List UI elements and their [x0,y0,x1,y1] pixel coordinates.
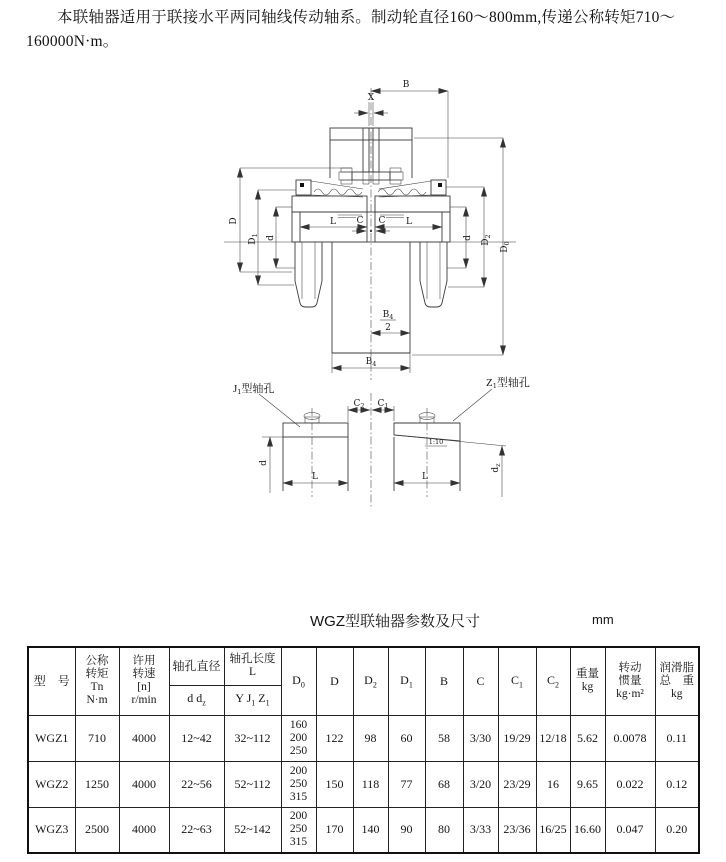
coupling-drawing [0,75,726,520]
parameter-table-wrap [27,646,700,854]
col-header-torque: 公称 转矩 Tn N·m [75,647,119,715]
unit-label: mm [592,612,614,627]
dim-label-C2: $C_2$ [353,399,365,410]
dim-label-B4: $B_4$ [365,357,377,368]
cell-model: WGZ3 [28,807,75,853]
col-header-bore-diameter: 轴孔直径 [169,647,224,685]
dim-label-B4-den: 2 [385,323,391,333]
col-header-C1: $C_1$ [498,647,536,715]
dim-label-D: D [229,217,239,225]
cell-model: WGZ1 [28,715,75,761]
label-Z1-bore: Z1型轴孔 [486,377,530,390]
table-row: WGZ3 2500 4000 22~63 52~142 200 250 315 170 140 90 80 3/33 23/36 16/25 16.60 0.047 0.20 [28,807,699,853]
dim-label-L-Z1: L [422,472,428,482]
dim-label-d-right: d [463,235,473,241]
cell-model: WGZ2 [28,761,75,807]
table-row: WGZ2 1250 4000 22~56 52~112 200 250 315 150 118 77 68 3/20 23/29 16 9.65 0.022 0.12 [28,761,699,807]
col-header-model: 型 号 [28,647,75,715]
subheader-d-dz: d $d_z$ [169,685,224,715]
dim-label-L-J1: L [312,472,318,482]
dim-label-dz: $d_z$ [491,463,502,473]
col-header-weight: 重量 kg [570,647,605,715]
parameter-table [27,646,700,854]
dim-label-d-detail: d [259,460,269,466]
dim-label-D0: $D_0$ [500,241,511,253]
col-header-C: C [463,647,498,715]
col-header-D0: $D_0$ [281,647,316,715]
col-header-D1: $D_1$ [388,647,425,715]
detail-J1-bore [233,381,348,493]
col-header-D: D [316,647,353,715]
dim-label-D1: $D_1$ [248,233,259,245]
dim-label-B4-half: $B_4$ [382,310,394,321]
col-header-D2: $D_2$ [353,647,388,715]
table-row: WGZ1 710 4000 12~42 32~112 160 200 250 122 98 60 58 3/30 19/29 12/18 5.62 0.0078 0.11 [28,715,699,761]
detail-Z1-bore [394,375,530,497]
centerlines [224,88,516,508]
col-header-inertia: 转动 惯量 kg·m² [605,647,655,715]
col-header-grease: 润滑脂 总 重 kg [655,647,699,715]
dim-label-D2: $D_2$ [481,234,492,246]
dim-label-B: B [402,80,410,90]
dim-label-L-right: L [406,217,412,227]
intro-paragraph: 本联轴器适用于联接水平两同轴线传动轴系。制动轮直径160～800mm,传递公称转矩710～160000N·m。 [26,9,676,50]
dim-label-d-left: d [266,235,276,241]
subheader-y-j1-z1: Y $J_1$ $Z_1$ [224,685,281,715]
col-header-bore-length: 轴孔长度 L [224,647,281,685]
dim-B [371,80,448,178]
col-header-C2: $C_2$ [536,647,570,715]
dim-label-C-left: C [356,216,364,226]
table-title: WGZ型联轴器参数及尺寸 [310,613,480,630]
col-header-speed: 许用 转速 [n] r/min [119,647,169,715]
col-header-B: B [425,647,463,715]
table-title-row [0,610,726,632]
dim-label-C-right: C [378,216,386,226]
dim-label-X: X [367,93,375,103]
dim-label-C1: $C_1$ [377,399,389,410]
label-J1-bore: J1型轴孔 [233,383,275,396]
taper-label: 1:10 [428,438,444,446]
dim-label-L-left: L [330,217,336,227]
